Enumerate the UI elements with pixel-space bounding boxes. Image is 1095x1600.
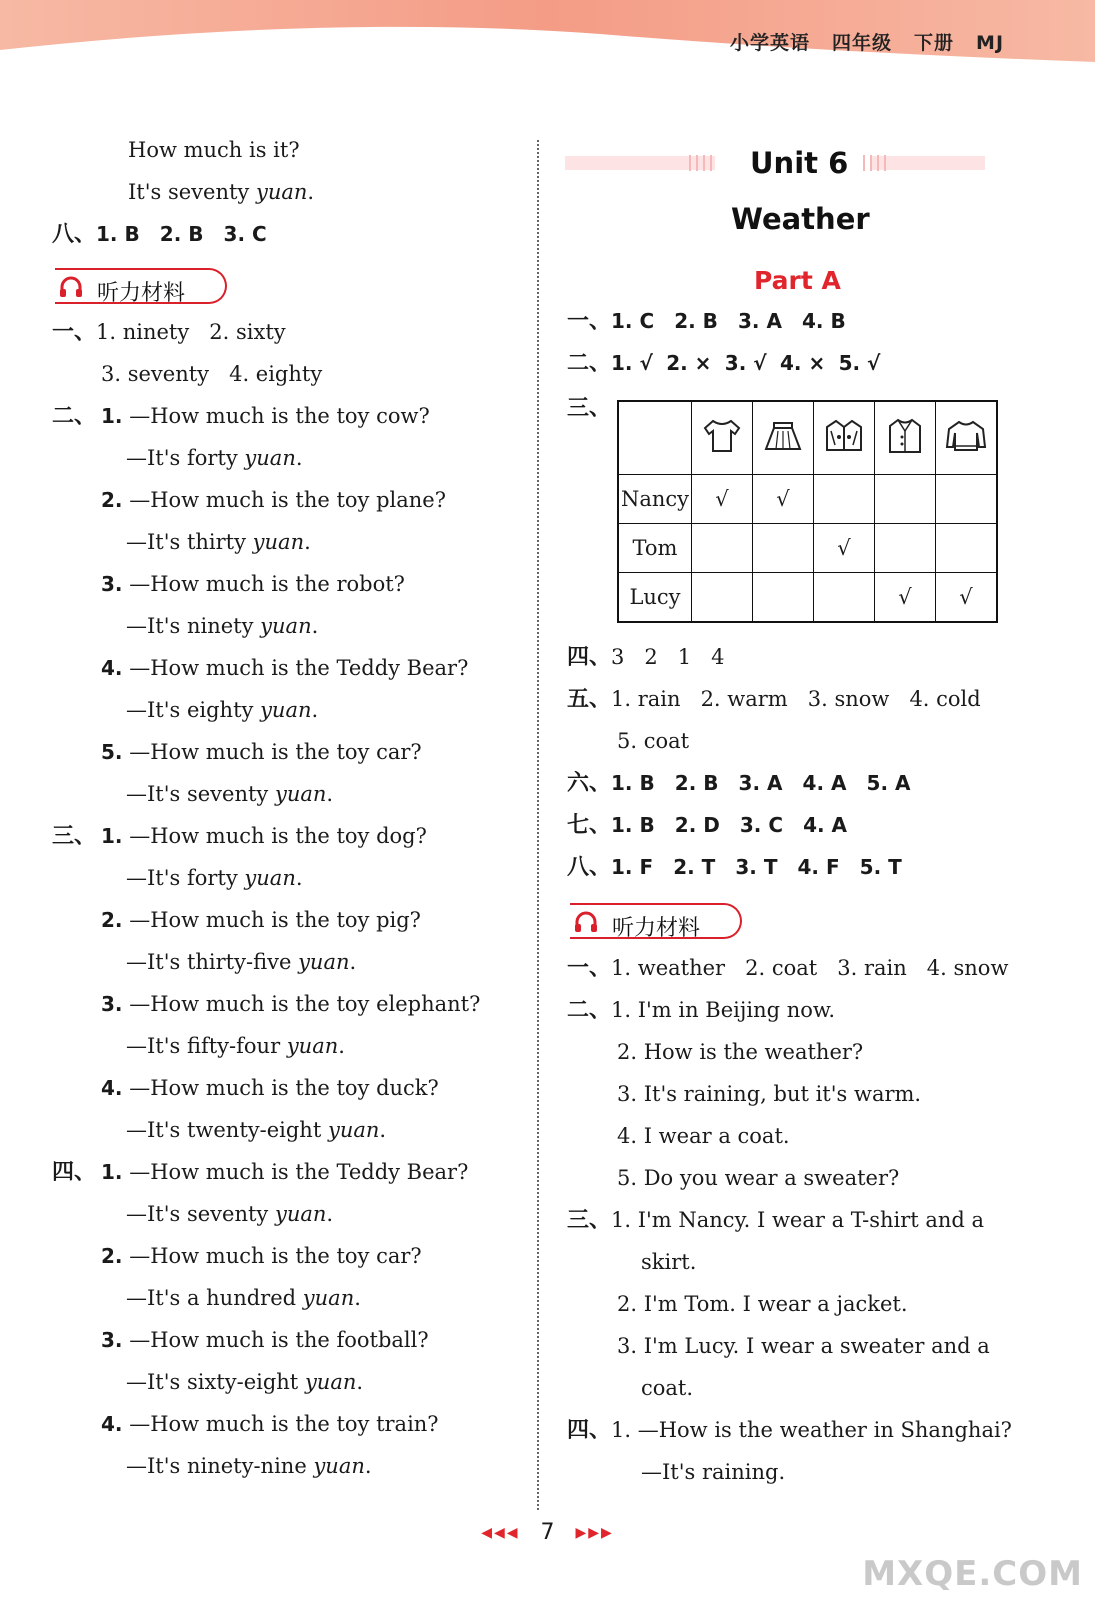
table-cell — [753, 573, 814, 623]
jacket-icon — [823, 417, 865, 455]
sentence-line: 3. It's raining, but it's warm. — [617, 1082, 922, 1106]
next-arrows-icon: ▶▶▶ — [575, 1525, 614, 1541]
listening-tag: 听力材料 — [570, 903, 742, 939]
table-cell — [692, 573, 753, 623]
right-section-2: 二、1. √ 2. × 3. √ 4. × 5. √ — [567, 351, 881, 376]
sentence-line: 2. How is the weather? — [617, 1040, 864, 1064]
header-volume: 下册 — [914, 32, 955, 54]
listening-3-label: 三、 — [52, 824, 97, 849]
listening-1-cont: 3. seventy 4. eighty — [101, 362, 323, 386]
headphone-icon — [574, 911, 598, 933]
qa-question: 3. —How much is the robot? — [101, 572, 405, 596]
header-grade: 四年级 — [832, 32, 893, 54]
qa-answer: —It's seventy yuan. — [126, 1202, 334, 1226]
table-cell — [753, 524, 814, 573]
table-cell: √ — [753, 475, 814, 524]
sentence-line: skirt. — [641, 1250, 697, 1274]
right-listening-1: 一、1. weather 2. coat 3. rain 4. snow — [567, 956, 1009, 981]
qa-question: 2. —How much is the toy car? — [101, 1244, 422, 1268]
qa-answer: —It's forty yuan. — [126, 446, 303, 470]
answer-line: It's seventy yuan. — [128, 180, 315, 204]
part-label: Part A — [754, 266, 841, 295]
right-section-8: 八、1. F 2. T 3. T 4. F 5. T — [567, 855, 902, 880]
listening-1: 一、1. ninety 2. sixty — [52, 320, 286, 345]
section-8: 八、1. B 2. B 3. C — [52, 222, 267, 247]
qa-answer: —It's thirty-five yuan. — [126, 950, 357, 974]
sentence-line: 5. Do you wear a sweater? — [617, 1166, 900, 1190]
qa-answer: —It's ninety yuan. — [126, 614, 319, 638]
listening-tag: 听力材料 — [55, 268, 227, 304]
qa-question: 4. —How much is the toy duck? — [101, 1076, 439, 1100]
qa-question: 2. —How much is the toy plane? — [101, 488, 446, 512]
qa-question: 3. —How much is the football? — [101, 1328, 429, 1352]
row-name: Nancy — [618, 475, 692, 524]
qa-question: 2. —How much is the toy pig? — [101, 908, 421, 932]
listening-4-label: 四、 — [52, 1160, 97, 1185]
right-section-6: 六、1. B 2. B 3. A 4. A 5. A — [567, 771, 911, 796]
page-footer — [0, 1520, 1095, 1545]
right-listening-4: 四、1. —How is the weather in Shanghai? — [567, 1418, 1012, 1443]
table-cell — [875, 524, 936, 573]
right-section-7: 七、1. B 2. D 3. C 4. A — [567, 813, 848, 838]
table-cell — [936, 475, 998, 524]
table-corner — [618, 401, 692, 475]
page-number: 7 — [540, 1520, 555, 1545]
qa-answer: —It's a hundred yuan. — [126, 1286, 361, 1310]
qa-answer: —It's ninety-nine yuan. — [126, 1454, 372, 1478]
qa-question: 1. —How much is the toy cow? — [101, 404, 430, 428]
unit-number: Unit 6 — [750, 146, 849, 180]
title-decoration-left — [565, 152, 725, 174]
column-divider — [537, 140, 539, 1510]
qa-question: 4. —How much is the toy train? — [101, 1412, 439, 1436]
skirt-icon — [762, 417, 804, 455]
listening-2-label: 二、 — [52, 404, 97, 429]
table-row — [618, 475, 997, 524]
qa-answer: —It's thirty yuan. — [126, 530, 311, 554]
qa-question: 4. —How much is the Teddy Bear? — [101, 656, 469, 680]
qa-answer: —It's eighty yuan. — [126, 698, 319, 722]
prev-arrows-icon: ◀◀◀ — [481, 1525, 520, 1541]
qa-answer: —It's forty yuan. — [126, 866, 303, 890]
watermark-logo: MXQE.COM — [862, 1554, 1083, 1594]
t-shirt-icon — [701, 417, 743, 455]
table-cell — [936, 524, 998, 573]
table-cell: √ — [692, 475, 753, 524]
row-name: Lucy — [618, 573, 692, 623]
qa-question: 5. —How much is the toy car? — [101, 740, 422, 764]
table-cell: √ — [814, 524, 875, 573]
right-section-5-cont: 5. coat — [617, 729, 690, 753]
right-listening-3: 三、1. I'm Nancy. I wear a T-shirt and a — [567, 1208, 985, 1233]
qa-answer: —It's twenty-eight yuan. — [126, 1118, 387, 1142]
table-cell — [875, 475, 936, 524]
table-row — [618, 573, 997, 623]
table-row — [618, 524, 997, 573]
right-listening-2: 二、1. I'm in Beijing now. — [567, 998, 836, 1023]
right-section-5: 五、1. rain 2. warm 3. snow 4. cold — [567, 687, 981, 712]
title-decoration-right — [860, 152, 990, 174]
header-edition: MJ — [976, 32, 1005, 54]
qa-answer: —It's seventy yuan. — [126, 782, 334, 806]
clothing-table — [617, 400, 998, 623]
sentence-line: 2. I'm Tom. I wear a jacket. — [617, 1292, 908, 1316]
row-name: Tom — [618, 524, 692, 573]
table-header-row — [618, 401, 997, 475]
right-section-3-label: 三、 — [567, 396, 612, 421]
sentence-line: coat. — [641, 1376, 694, 1400]
header-title — [730, 28, 1026, 55]
qa-answer: —It's sixty-eight yuan. — [126, 1370, 364, 1394]
qa-question: 1. —How much is the toy dog? — [101, 824, 427, 848]
headphone-icon — [59, 276, 83, 298]
sentence-line: —It's raining. — [641, 1460, 786, 1484]
qa-answer: —It's fifty-four yuan. — [126, 1034, 345, 1058]
right-section-1: 一、1. C 2. B 3. A 4. B — [567, 309, 846, 334]
table-cell: √ — [875, 573, 936, 623]
qa-question: 3. —How much is the toy elephant? — [101, 992, 481, 1016]
qa-question: 1. —How much is the Teddy Bear? — [101, 1160, 469, 1184]
right-section-4: 四、3 2 1 4 — [567, 645, 725, 670]
sweater-icon — [945, 417, 987, 455]
unit-title: Weather — [731, 202, 870, 236]
answer-line: How much is it? — [128, 138, 300, 162]
header-subject: 小学英语 — [730, 32, 811, 54]
table-cell: √ — [936, 573, 998, 623]
coat-icon — [884, 417, 926, 455]
table-cell — [692, 524, 753, 573]
table-cell — [814, 475, 875, 524]
sentence-line: 3. I'm Lucy. I wear a sweater and a — [617, 1334, 990, 1358]
table-cell — [814, 573, 875, 623]
sentence-line: 4. I wear a coat. — [617, 1124, 790, 1148]
